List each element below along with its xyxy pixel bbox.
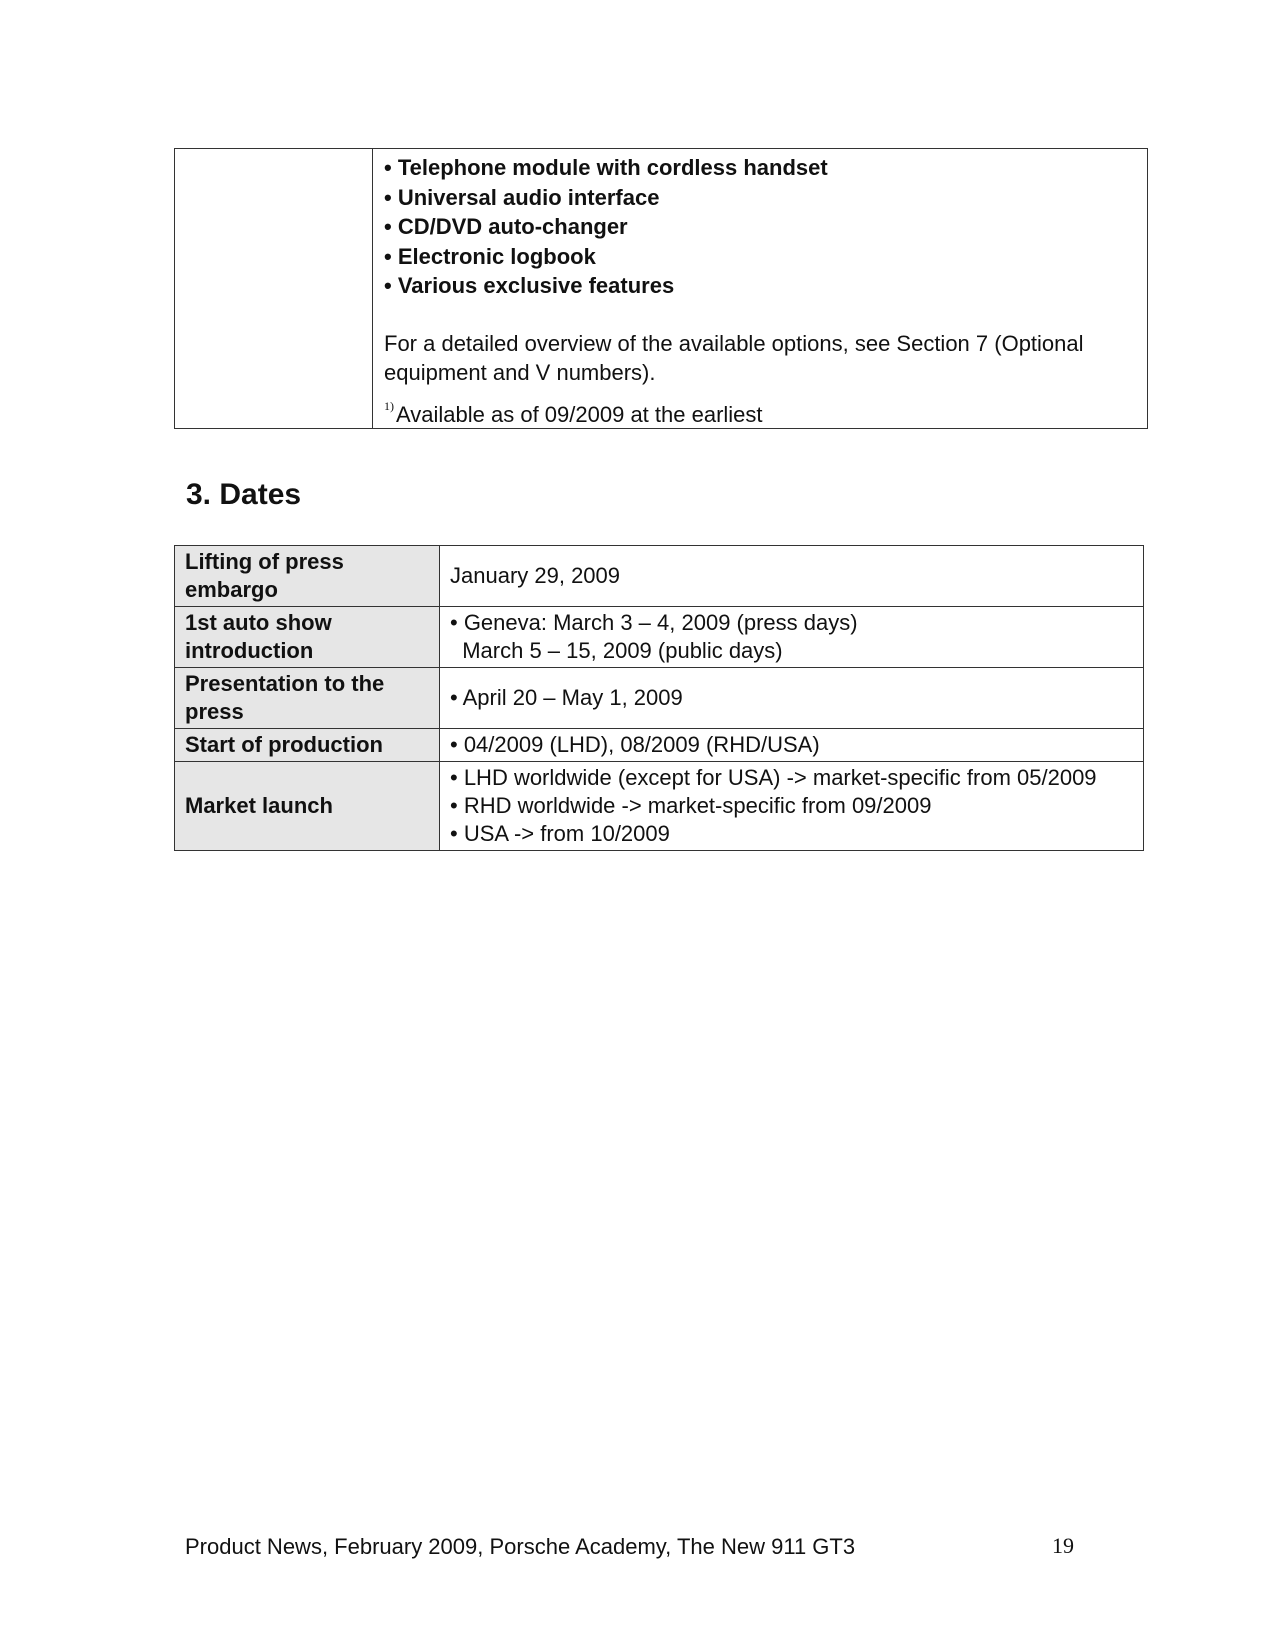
row-label: Market launch <box>175 762 440 851</box>
page-number: 19 <box>1052 1533 1074 1558</box>
value-line: January 29, 2009 <box>450 563 621 588</box>
footer-text: Product News, February 2009, Porsche Academy, The New 911 GT3 <box>185 1534 856 1559</box>
row-value <box>440 607 1144 668</box>
value-line: • Geneva: March 3 – 4, 2009 (press days) <box>450 610 858 635</box>
row-value <box>440 668 1144 729</box>
row-label: Start of production <box>175 729 440 762</box>
row-label: Presentation to the press <box>175 668 440 729</box>
value-line: • USA -> from 10/2009 <box>450 821 670 846</box>
value-line: • LHD worldwide (except for USA) -> market-specific from 05/2009 <box>450 765 1097 790</box>
equipment-table <box>174 148 1148 429</box>
table-row <box>175 762 1144 851</box>
row-value <box>440 762 1144 851</box>
footnote <box>384 393 1137 428</box>
value-line: • 04/2009 (LHD), 08/2009 (RHD/USA) <box>450 732 820 757</box>
row-value <box>440 729 1144 762</box>
equipment-bullet: • CD/DVD auto-changer <box>384 214 628 239</box>
equipment-bullet: • Telephone module with cordless handset <box>384 155 828 180</box>
value-line: March 5 – 15, 2009 (public days) <box>450 638 783 663</box>
table-row <box>175 668 1144 729</box>
equipment-label-cell <box>175 149 373 429</box>
footnote-text: Available as of 09/2009 at the earliest <box>396 401 763 427</box>
table-row <box>175 546 1144 607</box>
row-value <box>440 546 1144 607</box>
section-heading-dates: 3. Dates <box>186 478 302 511</box>
equipment-bullet: • Electronic logbook <box>384 243 596 269</box>
row-label: 1st auto show introduction <box>175 607 440 668</box>
footnote-marker: 1) <box>384 398 394 413</box>
options-note: For a detailed overview of the available options, see Section 7 (Optional equipment and V numbers). <box>384 330 1084 385</box>
table-row <box>175 607 1144 668</box>
table-row <box>175 729 1144 762</box>
equipment-content-cell <box>373 149 1148 429</box>
dates-table <box>174 545 1144 851</box>
row-label: Lifting of press embargo <box>175 546 440 607</box>
value-line: • April 20 – May 1, 2009 <box>450 685 683 710</box>
equipment-bullet: • Universal audio interface <box>384 184 660 210</box>
equipment-bullet: • Various exclusive features <box>384 273 675 298</box>
value-line: • RHD worldwide -> market-specific from 09/2009 <box>450 793 932 818</box>
